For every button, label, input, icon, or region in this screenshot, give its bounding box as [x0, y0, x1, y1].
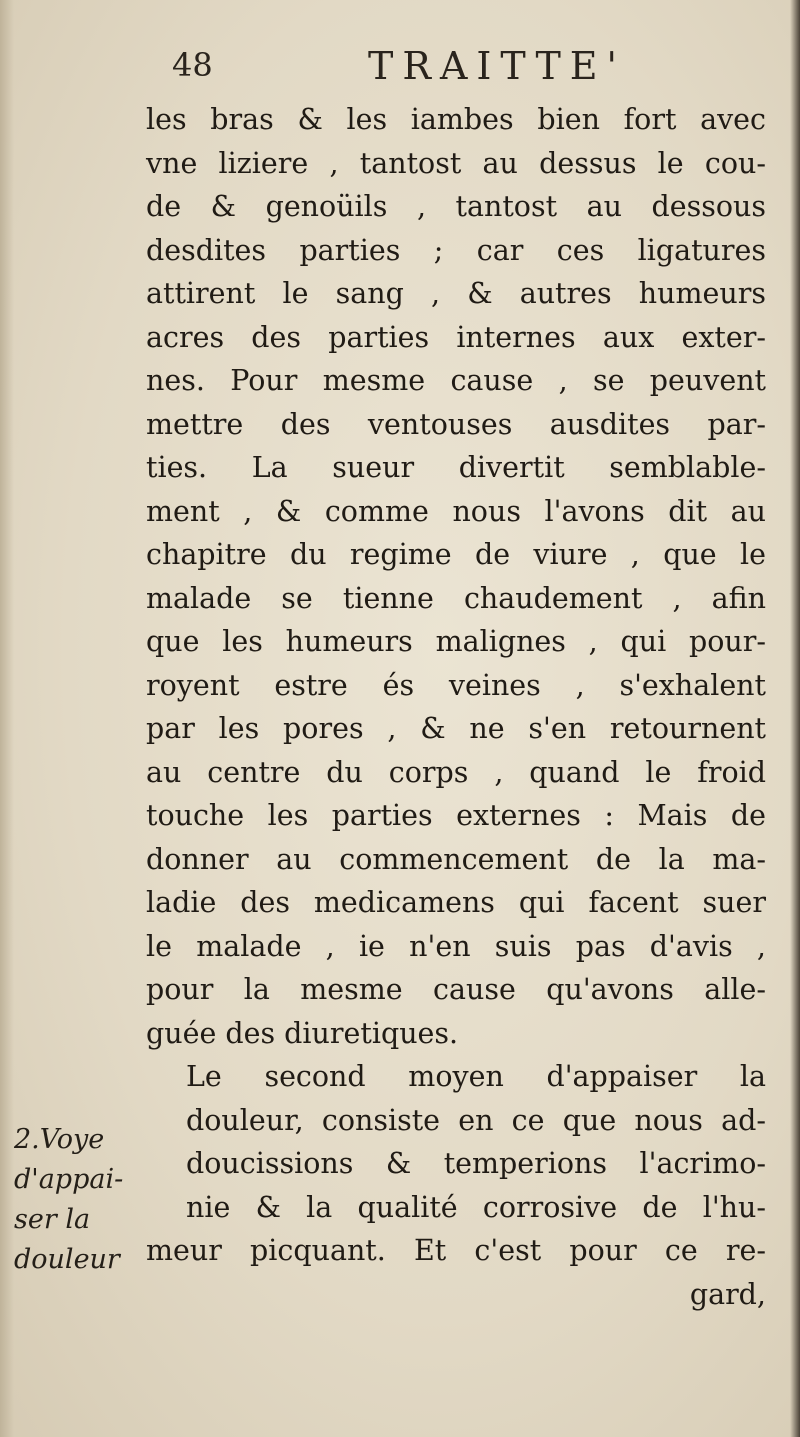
- text-line: de & genoüils , tantost au dessous: [146, 190, 766, 223]
- page-edge-shadow-right: [790, 0, 800, 1437]
- text-line: chapitre du regime de viure , que le: [146, 538, 766, 571]
- text-line: que les humeurs malignes , qui pour-: [146, 625, 766, 658]
- text-line: Le second moyen d'appaiser la: [186, 1060, 766, 1093]
- text-line: touche les parties externes : Mais de: [146, 799, 766, 832]
- margin-note-line: douleur: [14, 1244, 120, 1275]
- text-line: mettre des ventouses ausdites par-: [146, 407, 766, 441]
- text-line: pour la mesme cause qu'avons alle-: [146, 973, 766, 1006]
- text-line: ment , & comme nous l'avons dit au: [146, 494, 766, 528]
- page-edge-shadow-left: [0, 0, 14, 1437]
- text-line: gard,: [689, 1277, 766, 1311]
- margin-note-line: 2.Voye: [14, 1124, 105, 1155]
- text-line: au centre du corps , quand le froid: [146, 755, 766, 789]
- text-line: desdites parties ; car ces ligatures: [146, 233, 766, 267]
- text-line: nie & la qualité corrosive de l'hu-: [186, 1190, 766, 1224]
- margin-note: [14, 1120, 142, 1280]
- text-line: nes. Pour mesme cause , se peuvent: [146, 364, 766, 397]
- text-line: vne liziere , tantost au dessus le cou-: [146, 146, 766, 180]
- text-line: donner au commencement de la ma-: [146, 842, 766, 876]
- text-line: douleur, consiste en ce que nous ad-: [186, 1103, 766, 1137]
- text-line: guée des diuretiques.: [146, 1016, 459, 1050]
- page-header: [172, 38, 732, 98]
- text-line: malade se tienne chaudement , afin: [146, 581, 766, 615]
- page-number: 48: [172, 46, 213, 84]
- text-line: ladie des medicamens qui facent suer: [146, 886, 766, 919]
- text-line: le malade , ie n'en suis pas d'avis ,: [146, 929, 766, 963]
- running-head: TRAITTE': [368, 44, 626, 88]
- body-text: [146, 98, 766, 1316]
- margin-note-line: ser la: [14, 1204, 91, 1235]
- text-line: ties. La sueur divertit semblable-: [146, 451, 766, 484]
- text-line: royent estre és veines , s'exhalent: [146, 668, 766, 702]
- margin-note-line: d'appai-: [14, 1164, 124, 1195]
- text-line: meur picquant. Et c'est pour ce re-: [146, 1234, 766, 1267]
- text-line: doucissions & temperions l'acrimo-: [186, 1147, 766, 1180]
- text-line: par les pores , & ne s'en retournent: [146, 712, 766, 745]
- text-line: acres des parties internes aux exter-: [146, 320, 766, 354]
- text-line: attirent le sang , & autres humeurs: [146, 277, 766, 310]
- text-line: les bras & les iambes bien fort avec: [146, 103, 766, 136]
